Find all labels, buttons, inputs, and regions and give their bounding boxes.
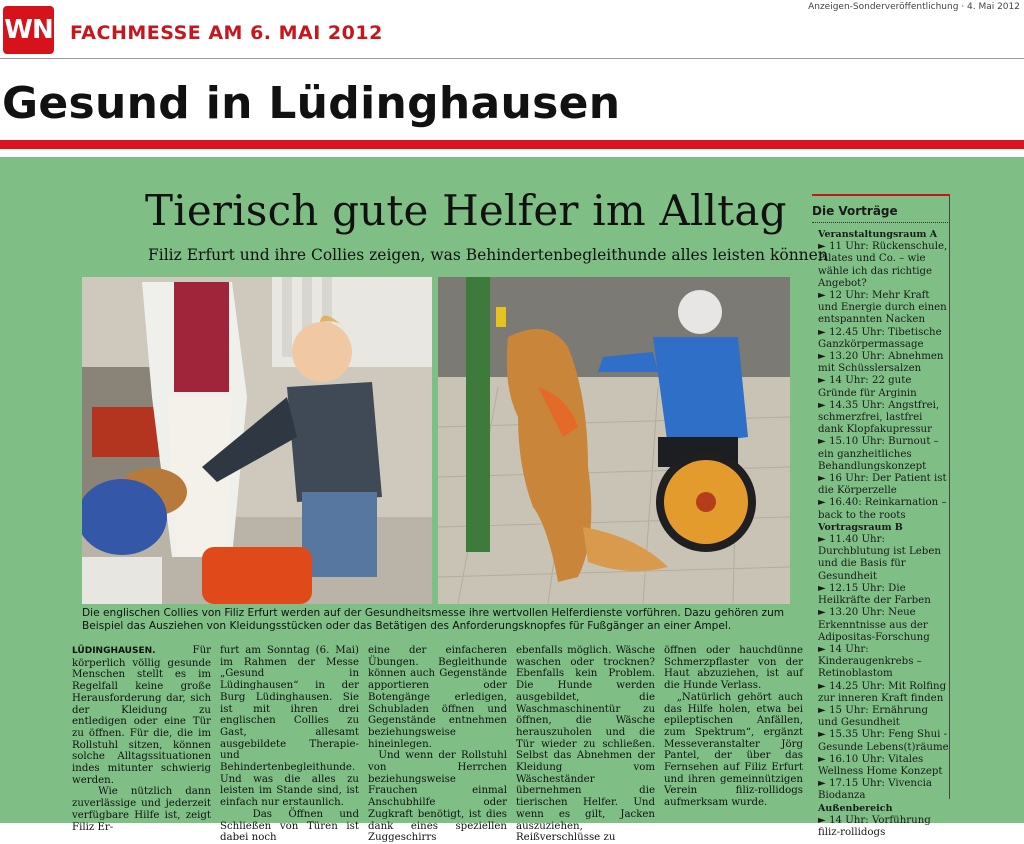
- red-divider-bar: [0, 140, 1024, 149]
- schedule-item: ► 16.40: Reinkarnation – back to the roots: [818, 497, 947, 521]
- schedule-room-heading: Veranstaltungsraum A: [818, 229, 938, 240]
- article-column-2: [220, 645, 359, 844]
- schedule-item: ► 15 Uhr: Ernährung und Gesundheit: [818, 704, 928, 729]
- schedule-item: ► 12.45 Uhr: Tibetische Ganzkörpermassage: [818, 326, 942, 350]
- schedule-item: ► 17.15 Uhr: Vivencia Biodanza: [818, 778, 932, 802]
- schedule-item: ► 14 Uhr: 22 gute Gründe für Arginin: [818, 375, 917, 399]
- schedule-item: ► 16.10 Uhr: Vitales Wellness Home Konzept: [818, 753, 943, 777]
- schedule-item: ► 15.35 Uhr: Feng Shui - Gesunde Lebens(t)räume: [818, 729, 949, 753]
- wn-logo: WN: [3, 6, 54, 54]
- section-title: Gesund in Lüdinghausen: [2, 78, 621, 129]
- schedule-item: ► 11.40 Uhr: Durchblutung ist Leben und die Basis für Gesundheit: [818, 534, 941, 582]
- fair-date-line: FACHMESSE AM 6. MAI 2012: [70, 22, 383, 44]
- schedule-item: ► 14.35 Uhr: Angstfrei, schmerzfrei, lastfrei dank Klopfakupressur: [818, 399, 940, 436]
- schedule-item: ► 14.25 Uhr: Mit Rolfing zur inneren Kraft finden: [818, 680, 947, 704]
- photo-boy-with-collie: [82, 277, 432, 604]
- schedule-item: ► 14 Uhr: Kinderaugenkrebs – Retinoblastom: [818, 643, 922, 680]
- article-subheadline: Filiz Erfurt und ihre Collies zeigen, was Behindertenbegleithunde alles leisten können: [148, 246, 828, 264]
- article-column-3: [368, 645, 507, 844]
- schedule-item: ► 11 Uhr: Rückenschule, Pilates und Co. – wie wähle ich das richtige Angebot?: [818, 241, 948, 289]
- sidebar-top-rule: [812, 194, 950, 196]
- schedule-room-heading: Vortragsraum B: [818, 521, 903, 533]
- column-text: furt am Sonntag (6. Mai) im Rahmen der Messe „Gesund in Lüdinghausen“ in der Burg Lüdinghausen. Sie ist mit ihren drei englischen Collies zu Gast, allesamt ausgebildete Therapie- und Behindertenbegleithunde. Und was die alles zu leisten im Stande sind, ist einfach nur erstaunlich. Das Öffnen und Schließen von Türen ist dabei noch: [220, 645, 359, 844]
- column-text: eine der einfacheren Übungen. Begleithunde können auch Gegenstände apportieren oder Botengänge erledigen, Schubladen öffnen und Gegenstände entnehmen beziehungsweise hineinlegen. Und wenn der Rollstuhl von Herrchen beziehungsweise Frauchen einmal Anschubhilfe oder Zugkraft benötigt, ist dies dank eines speziellen Zuggeschirrs: [368, 645, 507, 844]
- article-column-4: [516, 645, 655, 844]
- schedule-item: ► 14 Uhr: Vorführung filiz-rollidogs: [818, 814, 931, 838]
- article-column-5: [664, 645, 803, 809]
- photo-collie-at-traffic-light: [438, 277, 790, 604]
- schedule-room-heading: Außenbereich: [818, 802, 893, 814]
- schedule-item: ► 13.20 Uhr: Neue Erkenntnisse aus der Adipositas-Forschung: [818, 607, 930, 643]
- schedule-item: ► 12.15 Uhr: Die Heilkräfte der Farben: [818, 582, 931, 607]
- photo-caption: Die englischen Collies von Filiz Erfurt werden auf der Gesundheitsmesse ihre wertvollen Helferdienste vorführen. Dazu gehören zum Beispiel das Ausziehen von Kleidungsstücken oder das Betätigen des Anforderungsknopfes für Fußgänger an einer Ampel.: [82, 607, 785, 632]
- column-text: ebenfalls möglich. Wäsche waschen oder trocknen? Ebenfalls kein Problem. Die Hunde werden ausgebildet, die Waschmaschinentür zu öffnen, die Wäsche herauszuholen und die Tür wieder zu schließen. Selbst das Abnehmen der Kleidung vom Wäscheständer übernehmen die tierischen Helfer. Und wenn es gilt, Jacken auszuziehen, Reißverschlüsse zu: [516, 645, 655, 844]
- schedule-list: [812, 229, 950, 839]
- schedule-item: ► 12 Uhr: Mehr Kraft und Energie durch einen entspannten Nacken: [818, 290, 947, 326]
- article-column-1: [72, 645, 211, 833]
- sidebar-title: Die Vorträge: [812, 204, 950, 223]
- article-headline: Tierisch gute Helfer im Alltag: [145, 186, 787, 235]
- issue-meta: Anzeigen-Sonderveröffentlichung · 4. Mai 2012: [808, 2, 1020, 12]
- column-text: Für körperlich völlig gesunde Menschen stellt es im Regelfall keine große Herausforderung dar, sich der Kleidung zu entledigen oder eine Tür zu öffnen. Für die, die im Rollstuhl sitzen, können solche Alltagssituationen indes mitunter schwierig werden. Wie nützlich dann zuverlässige und jederzeit verfügbare Hilfe ist, zeigt Filiz Er-: [72, 645, 211, 833]
- schedule-item: ► 16 Uhr: Der Patient ist die Körperzelle: [818, 473, 947, 497]
- schedule-item: ► 15.10 Uhr: Burnout – ein ganzheitliches Behandlungskonzept: [818, 436, 939, 472]
- header-divider: [0, 58, 1024, 59]
- schedule-item: ► 13.20 Uhr: Abnehmen mit Schüsslersalzen: [818, 351, 944, 375]
- dateline: LÜDINGHAUSEN.: [72, 646, 156, 656]
- column-text: öffnen oder hauchdünne Schmerzpflaster von der Haut abzuziehen, ist auf die Hunde Verlass. „Natürlich gehört auch das Hilfe holen, etwa bei epileptischen Anfällen, zum Spektrum“, ergänzt Messeveranstalter Jörg Pantel, der über das Fernsehen auf Filiz Erfurt und ihren gemeinnützigen Verein filiz-rollidogs aufmerksam wurde.: [664, 645, 803, 809]
- lecture-schedule-sidebar: [812, 194, 950, 839]
